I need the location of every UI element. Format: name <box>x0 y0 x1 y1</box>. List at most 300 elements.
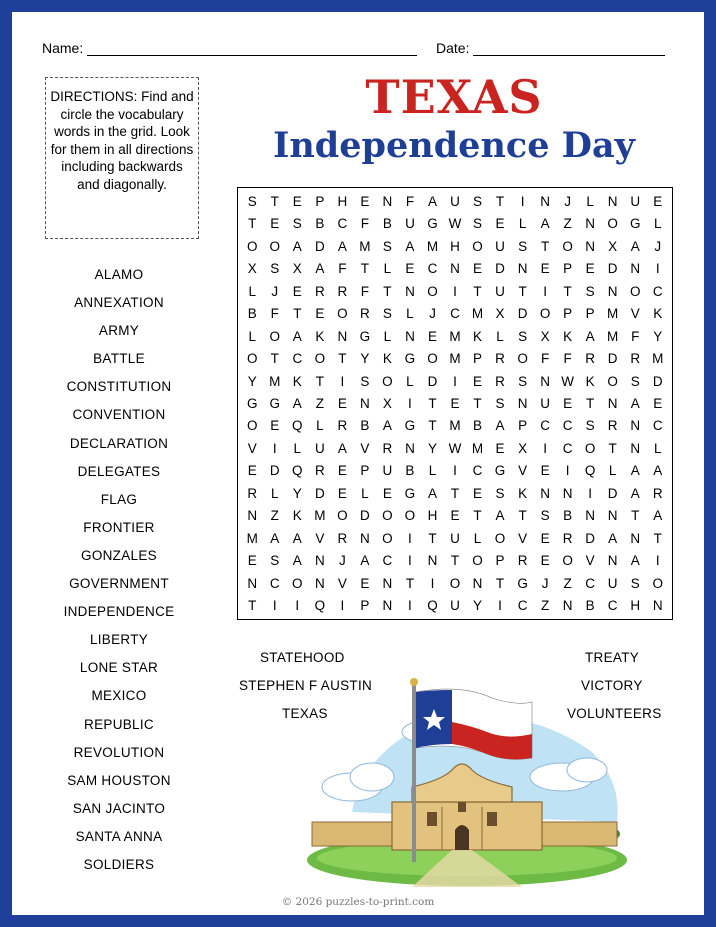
grid-letter[interactable]: S <box>360 373 370 389</box>
grid-letter[interactable]: O <box>314 351 326 367</box>
grid-letter[interactable]: G <box>404 351 416 367</box>
grid-letter[interactable]: N <box>630 261 641 277</box>
grid-letter[interactable]: L <box>361 485 369 501</box>
grid-letter[interactable]: N <box>405 283 415 299</box>
grid-letter[interactable]: K <box>563 328 573 344</box>
grid-letter[interactable]: T <box>518 283 527 299</box>
grid-letter[interactable]: I <box>295 598 300 614</box>
grid-letter[interactable]: A <box>337 440 347 456</box>
grid-letter[interactable]: M <box>449 351 461 367</box>
grid-letter[interactable]: E <box>315 306 325 322</box>
grid-letter[interactable]: L <box>586 193 594 209</box>
grid-letter[interactable]: E <box>495 440 505 456</box>
grid-letter[interactable]: Y <box>292 485 302 501</box>
grid-letter[interactable]: C <box>652 283 663 299</box>
grid-letter[interactable]: L <box>653 440 662 456</box>
grid-letter[interactable]: T <box>338 351 347 367</box>
grid-letter[interactable]: O <box>337 508 348 524</box>
grid-letter[interactable]: T <box>450 553 460 569</box>
grid-letter[interactable]: U <box>607 575 618 591</box>
grid-letter[interactable]: P <box>518 418 528 434</box>
grid-letter[interactable]: F <box>405 193 415 209</box>
grid-letter[interactable]: R <box>495 373 505 389</box>
grid-letter[interactable]: I <box>655 261 660 277</box>
grid-letter[interactable]: D <box>607 261 618 277</box>
grid-letter[interactable]: Q <box>292 418 303 434</box>
grid-letter[interactable]: A <box>427 193 437 209</box>
grid-letter[interactable]: A <box>540 216 550 232</box>
grid-letter[interactable]: N <box>607 193 618 209</box>
grid-letter[interactable]: T <box>473 283 482 299</box>
grid-letter[interactable]: E <box>540 530 550 546</box>
grid-letter[interactable]: T <box>540 238 550 254</box>
grid-letter[interactable]: D <box>495 261 505 277</box>
grid-letter[interactable]: S <box>495 485 505 501</box>
grid-letter[interactable]: I <box>453 283 457 299</box>
grid-letter[interactable]: C <box>450 306 460 322</box>
grid-letter[interactable]: E <box>653 193 663 209</box>
grid-letter[interactable]: E <box>563 395 573 411</box>
grid-letter[interactable]: A <box>292 553 302 569</box>
grid-letter[interactable]: O <box>629 283 641 299</box>
grid-letter[interactable]: N <box>630 418 641 434</box>
name-line[interactable] <box>87 41 417 56</box>
grid-letter[interactable]: N <box>450 261 460 277</box>
grid-letter[interactable]: B <box>563 508 573 524</box>
grid-letter[interactable]: L <box>248 328 257 344</box>
grid-letter[interactable]: N <box>607 395 618 411</box>
grid-letter[interactable]: T <box>315 373 324 389</box>
grid-letter[interactable]: D <box>607 351 618 367</box>
grid-letter[interactable]: N <box>517 261 528 277</box>
grid-letter[interactable]: I <box>408 395 412 411</box>
grid-letter[interactable]: B <box>315 216 325 232</box>
grid-letter[interactable]: K <box>653 306 663 322</box>
grid-letter[interactable]: Y <box>360 351 370 367</box>
grid-letter[interactable]: C <box>652 418 663 434</box>
grid-letter[interactable]: K <box>382 351 392 367</box>
grid-letter[interactable]: C <box>337 216 348 232</box>
grid-letter[interactable]: T <box>653 530 662 546</box>
grid-letter[interactable]: M <box>449 328 461 344</box>
grid-letter[interactable]: A <box>315 261 325 277</box>
grid-letter[interactable]: E <box>540 261 550 277</box>
grid-letter[interactable]: T <box>608 440 617 456</box>
grid-letter[interactable]: E <box>405 261 415 277</box>
grid-letter[interactable]: X <box>247 261 257 277</box>
grid-letter[interactable]: N <box>247 508 258 524</box>
grid-letter[interactable]: R <box>630 351 641 367</box>
grid-letter[interactable]: Z <box>270 508 279 524</box>
grid-letter[interactable]: T <box>428 530 437 546</box>
grid-letter[interactable]: T <box>270 193 279 209</box>
grid-letter[interactable]: O <box>247 418 258 434</box>
grid-letter[interactable]: T <box>563 283 572 299</box>
grid-letter[interactable]: I <box>565 463 570 479</box>
grid-letter[interactable]: O <box>427 351 438 367</box>
grid-letter[interactable]: N <box>540 193 550 209</box>
grid-letter[interactable]: E <box>292 283 302 299</box>
grid-letter[interactable]: S <box>382 306 392 322</box>
grid-letter[interactable]: Q <box>584 463 596 479</box>
grid-letter[interactable]: N <box>562 485 573 501</box>
grid-letter[interactable]: V <box>518 463 528 479</box>
grid-letter[interactable]: A <box>630 463 640 479</box>
grid-letter[interactable]: I <box>520 193 525 209</box>
grid-letter[interactable]: T <box>428 418 437 434</box>
grid-letter[interactable]: V <box>337 575 347 591</box>
grid-letter[interactable]: R <box>337 530 348 546</box>
grid-letter[interactable]: T <box>631 508 640 524</box>
grid-letter[interactable]: A <box>382 418 392 434</box>
grid-letter[interactable]: V <box>360 440 370 456</box>
grid-letter[interactable]: J <box>541 575 549 591</box>
grid-letter[interactable]: H <box>427 508 438 524</box>
grid-letter[interactable]: Z <box>540 598 550 614</box>
grid-letter[interactable]: T <box>495 193 505 209</box>
grid-letter[interactable]: S <box>292 216 302 232</box>
grid-letter[interactable]: G <box>494 463 506 479</box>
grid-letter[interactable]: J <box>338 553 346 569</box>
grid-letter[interactable]: R <box>517 553 528 569</box>
grid-letter[interactable]: P <box>315 193 325 209</box>
grid-letter[interactable]: D <box>360 508 370 524</box>
grid-letter[interactable]: N <box>382 193 393 209</box>
grid-letter[interactable]: O <box>382 373 393 389</box>
grid-letter[interactable]: L <box>653 216 662 232</box>
date-line[interactable] <box>473 41 665 56</box>
grid-letter[interactable]: N <box>652 598 663 614</box>
grid-letter[interactable]: Q <box>314 598 326 614</box>
grid-letter[interactable]: P <box>563 261 573 277</box>
grid-letter[interactable]: F <box>360 283 370 299</box>
grid-letter[interactable]: I <box>543 283 547 299</box>
grid-letter[interactable]: D <box>607 485 618 501</box>
grid-letter[interactable]: U <box>540 395 550 411</box>
grid-letter[interactable]: O <box>494 530 506 546</box>
grid-letter[interactable]: S <box>518 373 528 389</box>
grid-letter[interactable]: U <box>450 193 460 209</box>
grid-letter[interactable]: E <box>450 508 460 524</box>
grid-letter[interactable]: X <box>382 395 392 411</box>
grid-letter[interactable]: W <box>448 440 462 456</box>
grid-letter[interactable]: G <box>404 485 416 501</box>
grid-letter[interactable]: X <box>292 261 302 277</box>
grid-letter[interactable]: D <box>314 485 325 501</box>
grid-letter[interactable]: A <box>292 395 302 411</box>
grid-letter[interactable]: E <box>247 463 257 479</box>
grid-letter[interactable]: U <box>630 193 641 209</box>
grid-letter[interactable]: A <box>427 485 437 501</box>
grid-letter[interactable]: S <box>518 328 528 344</box>
grid-letter[interactable]: L <box>271 485 279 501</box>
grid-letter[interactable]: K <box>585 373 595 389</box>
grid-letter[interactable]: A <box>405 238 415 254</box>
grid-letter[interactable]: A <box>608 530 618 546</box>
grid-letter[interactable]: E <box>270 216 280 232</box>
grid-letter[interactable]: E <box>360 193 370 209</box>
grid-letter[interactable]: O <box>404 508 416 524</box>
grid-letter[interactable]: A <box>495 418 505 434</box>
grid-letter[interactable]: P <box>495 553 505 569</box>
grid-letter[interactable]: N <box>585 238 596 254</box>
grid-letter[interactable]: S <box>585 418 595 434</box>
grid-letter[interactable]: O <box>269 238 281 254</box>
grid-letter[interactable]: E <box>450 395 460 411</box>
grid-letter[interactable]: S <box>270 261 280 277</box>
grid-letter[interactable]: R <box>314 283 325 299</box>
grid-letter[interactable]: E <box>473 485 483 501</box>
grid-letter[interactable]: T <box>248 598 257 614</box>
grid-letter[interactable]: S <box>518 238 528 254</box>
grid-letter[interactable]: N <box>630 530 641 546</box>
grid-letter[interactable]: K <box>473 328 483 344</box>
grid-letter[interactable]: U <box>495 283 505 299</box>
grid-letter[interactable]: I <box>543 440 547 456</box>
grid-letter[interactable]: C <box>517 598 528 614</box>
grid-letter[interactable]: N <box>472 575 483 591</box>
grid-letter[interactable]: Y <box>473 598 483 614</box>
grid-letter[interactable]: P <box>360 463 370 479</box>
grid-letter[interactable]: L <box>518 216 527 232</box>
grid-letter[interactable]: A <box>653 463 663 479</box>
grid-letter[interactable]: A <box>337 238 347 254</box>
grid-letter[interactable]: K <box>315 328 325 344</box>
grid-letter[interactable]: M <box>471 306 484 322</box>
grid-letter[interactable]: D <box>585 530 596 546</box>
grid-letter[interactable]: N <box>405 440 415 456</box>
grid-letter[interactable]: O <box>337 306 348 322</box>
grid-letter[interactable]: N <box>382 575 393 591</box>
grid-letter[interactable]: F <box>631 328 640 344</box>
grid-letter[interactable]: R <box>337 418 348 434</box>
grid-letter[interactable]: T <box>270 351 279 367</box>
grid-letter[interactable]: N <box>585 508 596 524</box>
grid-letter[interactable]: A <box>495 508 505 524</box>
grid-letter[interactable]: Y <box>653 328 663 344</box>
grid-letter[interactable]: R <box>495 351 505 367</box>
grid-letter[interactable]: L <box>316 418 324 434</box>
grid-letter[interactable]: I <box>408 598 412 614</box>
grid-letter[interactable]: I <box>430 575 435 591</box>
grid-letter[interactable]: N <box>540 485 550 501</box>
grid-letter[interactable]: A <box>630 395 640 411</box>
grid-letter[interactable]: U <box>405 216 415 232</box>
grid-letter[interactable]: K <box>292 373 302 389</box>
grid-letter[interactable]: W <box>561 373 574 389</box>
grid-letter[interactable]: A <box>653 508 663 524</box>
grid-letter[interactable]: O <box>539 306 551 322</box>
grid-letter[interactable]: F <box>540 351 550 367</box>
grid-letter[interactable]: R <box>382 440 393 456</box>
grid-letter[interactable]: O <box>382 530 393 546</box>
grid-letter[interactable]: T <box>495 575 505 591</box>
grid-letter[interactable]: V <box>630 306 640 322</box>
grid-letter[interactable]: S <box>630 575 640 591</box>
grid-letter[interactable]: D <box>427 373 438 389</box>
grid-letter[interactable]: N <box>630 440 641 456</box>
grid-letter[interactable]: L <box>496 328 504 344</box>
grid-letter[interactable]: O <box>382 508 393 524</box>
grid-letter[interactable]: R <box>337 283 348 299</box>
grid-letter[interactable]: Z <box>315 395 324 411</box>
grid-letter[interactable]: A <box>360 553 370 569</box>
grid-letter[interactable]: U <box>314 440 325 456</box>
grid-letter[interactable]: T <box>473 508 482 524</box>
grid-letter[interactable]: R <box>652 485 663 501</box>
grid-letter[interactable]: O <box>269 328 281 344</box>
grid-letter[interactable]: B <box>247 306 257 322</box>
grid-letter[interactable]: M <box>314 508 326 524</box>
grid-letter[interactable]: P <box>585 306 595 322</box>
grid-letter[interactable]: I <box>498 598 502 614</box>
grid-letter[interactable]: N <box>405 328 415 344</box>
grid-letter[interactable]: E <box>540 553 550 569</box>
grid-letter[interactable]: I <box>272 440 277 456</box>
grid-letter[interactable]: X <box>518 440 528 456</box>
grid-letter[interactable]: R <box>562 530 573 546</box>
grid-letter[interactable]: C <box>562 418 573 434</box>
grid-letter[interactable]: A <box>270 530 280 546</box>
grid-letter[interactable]: O <box>584 440 596 456</box>
grid-letter[interactable]: N <box>517 395 528 411</box>
grid-letter[interactable]: I <box>340 373 345 389</box>
grid-letter[interactable]: A <box>292 238 302 254</box>
grid-letter[interactable]: J <box>271 283 279 299</box>
grid-letter[interactable]: H <box>450 238 460 254</box>
grid-letter[interactable]: R <box>314 463 325 479</box>
grid-letter[interactable]: M <box>246 530 258 546</box>
grid-letter[interactable]: Z <box>563 216 572 232</box>
grid-letter[interactable]: A <box>630 485 640 501</box>
grid-letter[interactable]: I <box>272 598 277 614</box>
grid-letter[interactable]: O <box>607 373 618 389</box>
grid-letter[interactable]: N <box>337 328 348 344</box>
grid-letter[interactable]: N <box>607 553 618 569</box>
grid-letter[interactable]: S <box>473 216 483 232</box>
grid-letter[interactable]: I <box>453 463 457 479</box>
grid-letter[interactable]: H <box>337 193 348 209</box>
grid-letter[interactable]: I <box>408 530 412 546</box>
grid-letter[interactable]: U <box>495 238 505 254</box>
grid-letter[interactable]: C <box>382 553 393 569</box>
grid-letter[interactable]: T <box>360 261 370 277</box>
grid-letter[interactable]: D <box>652 373 663 389</box>
grid-letter[interactable]: E <box>473 261 483 277</box>
grid-letter[interactable]: A <box>292 328 302 344</box>
grid-letter[interactable]: G <box>517 575 528 591</box>
grid-letter[interactable]: C <box>585 575 596 591</box>
grid-letter[interactable]: O <box>472 238 483 254</box>
grid-letter[interactable]: Z <box>563 575 572 591</box>
grid-letter[interactable]: M <box>607 328 619 344</box>
grid-letter[interactable]: S <box>247 193 257 209</box>
grid-letter[interactable]: E <box>585 261 595 277</box>
grid-letter[interactable]: X <box>608 238 618 254</box>
grid-letter[interactable]: V <box>585 553 595 569</box>
grid-letter[interactable]: L <box>406 373 414 389</box>
grid-letter[interactable]: L <box>608 463 617 479</box>
grid-letter[interactable]: I <box>588 485 593 501</box>
grid-letter[interactable]: O <box>562 553 573 569</box>
grid-letter[interactable]: T <box>428 395 437 411</box>
grid-letter[interactable]: N <box>314 553 325 569</box>
grid-letter[interactable]: E <box>337 463 347 479</box>
grid-letter[interactable]: D <box>517 306 528 322</box>
grid-letter[interactable]: A <box>585 328 595 344</box>
grid-letter[interactable]: X <box>495 306 505 322</box>
grid-letter[interactable]: F <box>563 351 572 367</box>
grid-letter[interactable]: D <box>269 463 280 479</box>
grid-letter[interactable]: N <box>247 575 258 591</box>
grid-letter[interactable]: I <box>453 373 457 389</box>
grid-letter[interactable]: R <box>607 418 618 434</box>
grid-letter[interactable]: E <box>292 193 302 209</box>
grid-letter[interactable]: O <box>292 575 303 591</box>
grid-letter[interactable]: O <box>562 238 573 254</box>
grid-letter[interactable]: C <box>562 440 573 456</box>
grid-letter[interactable]: X <box>540 328 550 344</box>
grid-letter[interactable]: U <box>450 530 460 546</box>
grid-letter[interactable]: H <box>630 598 641 614</box>
grid-letter[interactable]: G <box>269 395 281 411</box>
grid-letter[interactable]: B <box>405 463 415 479</box>
grid-letter[interactable]: N <box>607 283 618 299</box>
grid-letter[interactable]: O <box>517 351 528 367</box>
grid-letter[interactable]: G <box>404 418 416 434</box>
grid-letter[interactable]: U <box>382 463 393 479</box>
grid-letter[interactable]: P <box>473 351 483 367</box>
grid-letter[interactable]: C <box>292 351 303 367</box>
grid-letter[interactable]: L <box>248 283 257 299</box>
grid-letter[interactable]: D <box>314 238 325 254</box>
grid-letter[interactable]: O <box>247 351 258 367</box>
grid-letter[interactable]: U <box>450 598 460 614</box>
grid-letter[interactable]: V <box>315 530 325 546</box>
grid-letter[interactable]: O <box>472 553 483 569</box>
grid-letter[interactable]: J <box>654 238 662 254</box>
grid-letter[interactable]: L <box>406 306 414 322</box>
grid-letter[interactable]: L <box>293 440 302 456</box>
grid-letter[interactable]: K <box>292 508 302 524</box>
grid-letter[interactable]: Q <box>292 463 303 479</box>
grid-letter[interactable]: T <box>293 306 302 322</box>
grid-letter[interactable]: O <box>247 238 258 254</box>
grid-letter[interactable]: L <box>383 328 392 344</box>
grid-letter[interactable]: W <box>448 216 462 232</box>
grid-letter[interactable]: M <box>449 418 461 434</box>
grid-letter[interactable]: R <box>247 485 258 501</box>
grid-letter[interactable]: E <box>540 463 550 479</box>
grid-letter[interactable]: G <box>629 216 641 232</box>
grid-letter[interactable]: P <box>360 598 370 614</box>
grid-letter[interactable]: L <box>428 463 437 479</box>
grid-letter[interactable]: L <box>473 530 482 546</box>
grid-letter[interactable]: F <box>270 306 279 322</box>
grid-letter[interactable]: Y <box>247 373 257 389</box>
grid-letter[interactable]: C <box>607 598 618 614</box>
grid-letter[interactable]: K <box>518 485 528 501</box>
grid-letter[interactable]: R <box>360 306 370 322</box>
grid-letter[interactable]: T <box>473 395 482 411</box>
grid-letter[interactable]: S <box>382 238 392 254</box>
grid-letter[interactable]: N <box>607 508 618 524</box>
grid-letter[interactable]: E <box>495 216 505 232</box>
grid-letter[interactable]: O <box>427 283 438 299</box>
grid-letter[interactable]: I <box>408 553 412 569</box>
grid-letter[interactable]: S <box>495 395 505 411</box>
grid-letter[interactable]: E <box>360 575 370 591</box>
